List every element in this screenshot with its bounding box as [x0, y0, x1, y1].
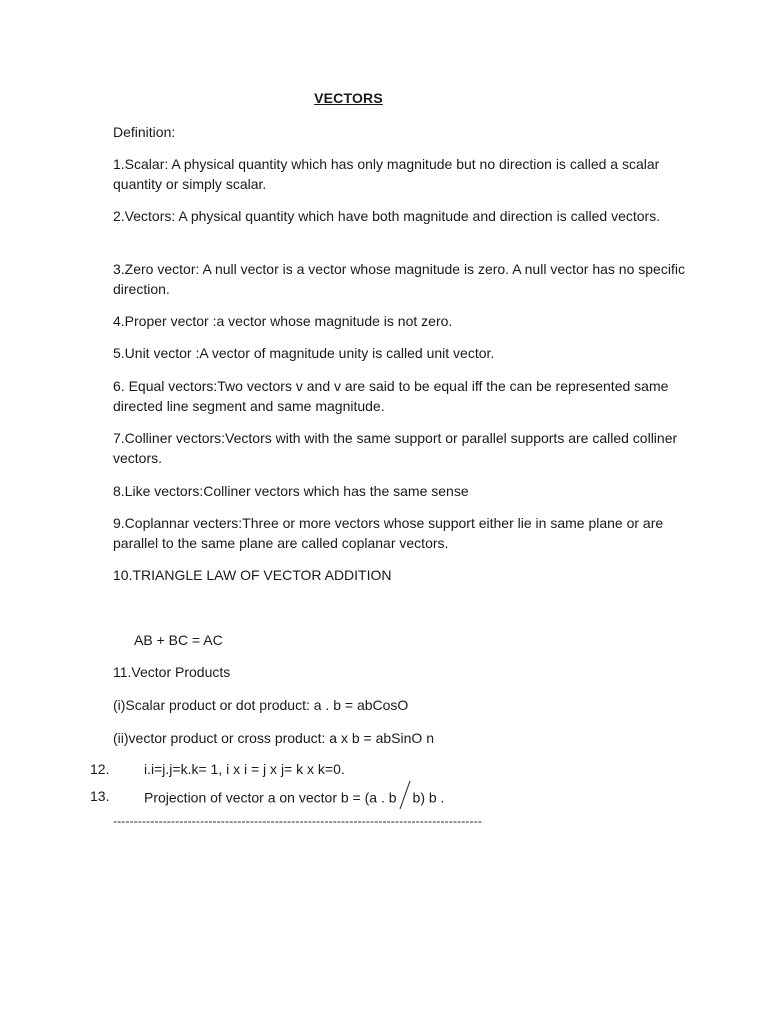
fraction-slash-icon [398, 780, 412, 810]
definition-item-9: 9.Coplannar vecters:Three or more vectors whose support either lie in same plane or are parallel to the same plane are called coplanar vectors. [113, 515, 664, 551]
item-13-line [144, 788, 444, 810]
definition-item-2: 2.Vectors: A physical quantity which have both magnitude and direction is called vectors. [113, 208, 661, 224]
scalar-product-line: (i)Scalar product or dot product: a . b = abCosO [113, 697, 409, 713]
definition-item-8: 8.Like vectors:Colliner vectors which has the same sense [113, 483, 469, 499]
separator-line: ----------------------------------------------------------------------------------------- [113, 814, 483, 828]
definition-item-5: 5.Unit vector :A vector of magnitude unity is called unit vector. [113, 345, 495, 361]
definition-item-3: 3.Zero vector: A null vector is a vector whose magnitude is zero. A null vector has no specific direction. [113, 261, 685, 297]
vector-products-heading: 11.Vector Products [113, 664, 231, 680]
cross-product-line: (ii)vector product or cross product: a x b = abSinO n [113, 730, 434, 746]
definition-item-1: 1.Scalar: A physical quantity which has only magnitude but no direction is called a scalar quantity or simply scalar. [113, 156, 660, 192]
item-13-text-before: Projection of vector a on vector b = (a . b [144, 789, 397, 806]
item-12-number: 12. [90, 761, 110, 777]
definition-heading: Definition: [113, 124, 176, 140]
item-13-text-after: b) b . [412, 789, 445, 806]
item-13-number: 13. [90, 788, 110, 804]
definition-item-7: 7.Colliner vectors:Vectors with with the same support or parallel supports are called colliner vectors. [113, 430, 678, 466]
triangle-law-equation: AB + BC = AC [134, 632, 223, 648]
definition-item-4: 4.Proper vector :a vector whose magnitude is not zero. [113, 313, 453, 329]
definition-item-10: 10.TRIANGLE LAW OF VECTOR ADDITION [113, 567, 392, 583]
item-12-text: i.i=j.j=k.k= 1, i x i = j x j= k x k=0. [144, 761, 345, 777]
definition-item-6: 6. Equal vectors:Two vectors v and v are said to be equal iff the can be represented same directed line segment and same magnitude. [113, 378, 669, 414]
page-title: VECTORS [314, 90, 383, 106]
